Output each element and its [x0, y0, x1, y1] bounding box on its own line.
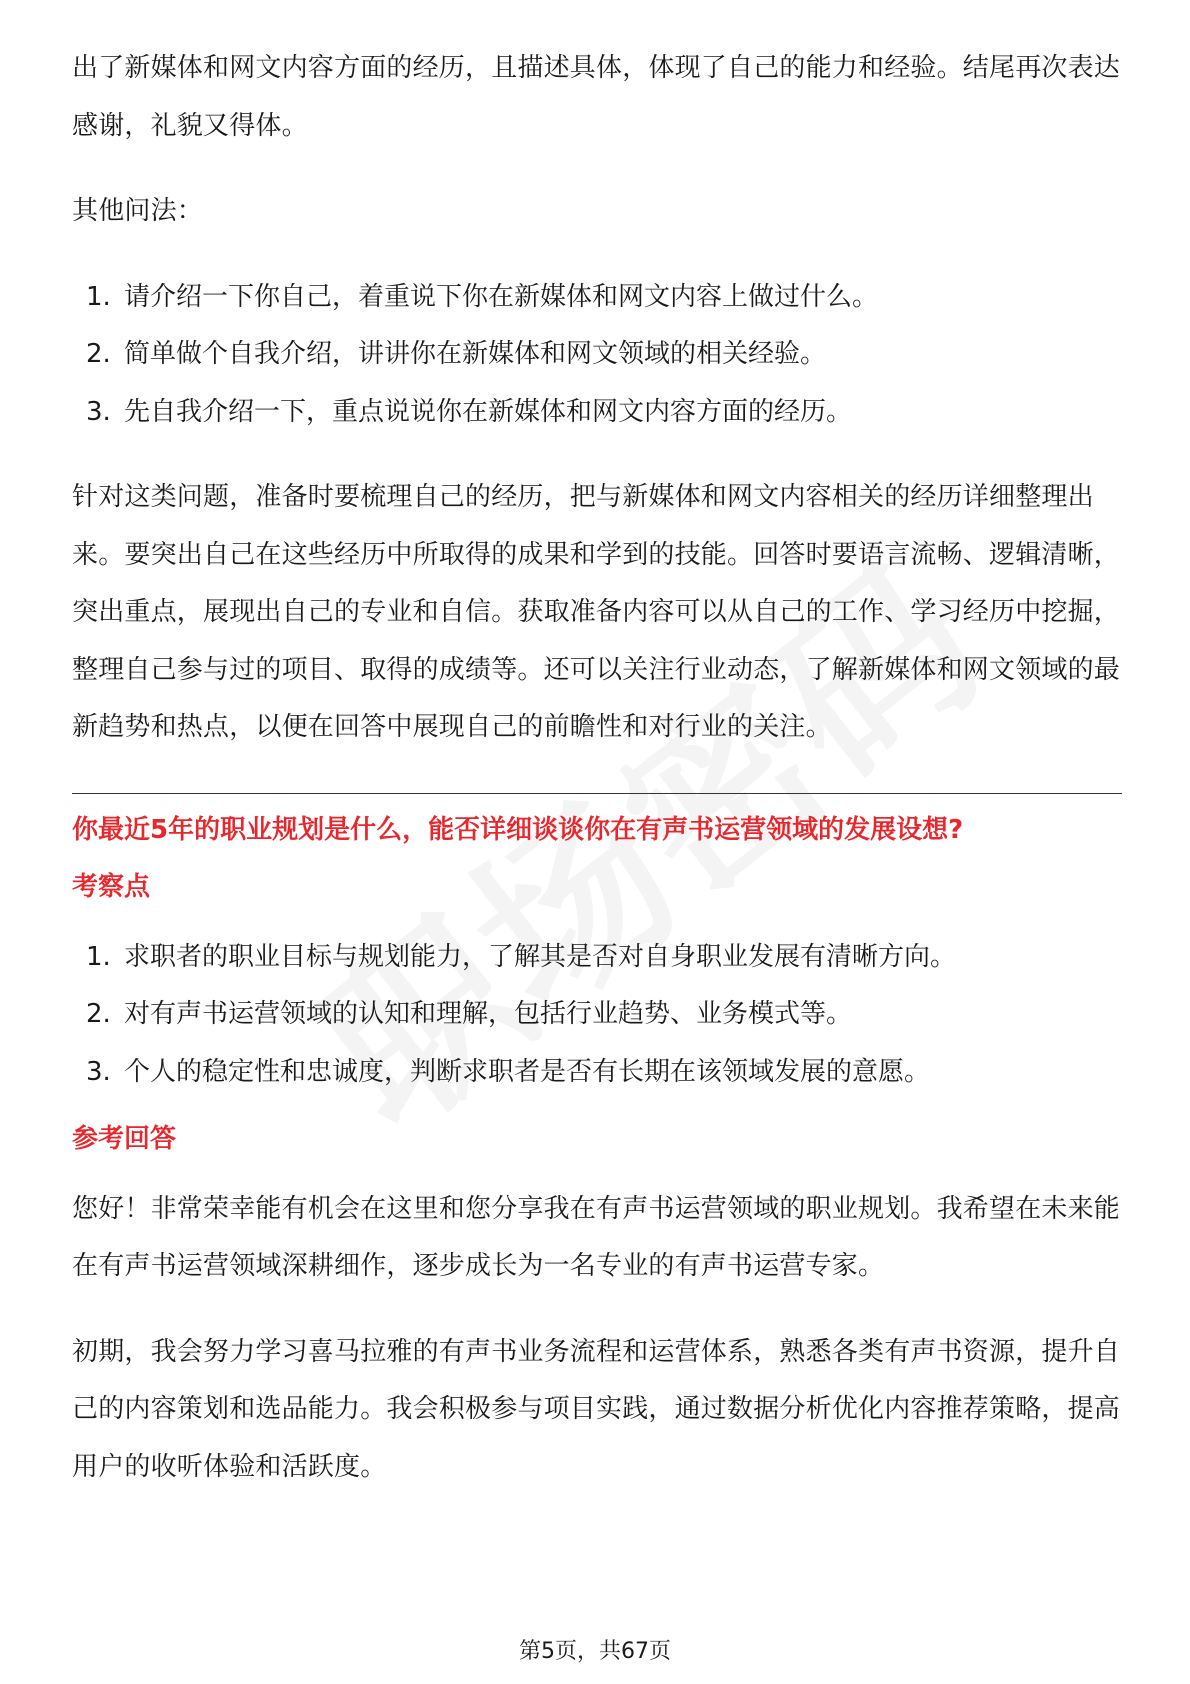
list-item: 3. 先自我介绍一下，重点说说你在新媒体和网文内容方面的经历。: [86, 396, 853, 427]
preparation-paragraph: 针对这类问题，准备时要梳理自己的经历，把与新媒体和网文内容相关的经历详细整理出来。要突出自己在这些经历中所取得的成果和学到的技能。回答时要语言流畅、逻辑清晰，突出重点，展现出自己的专业和自信。获取准备内容可以从自己的工作、学习经历中挖掘，整理自己参与过的项目、取得的成绩等。还可以关注行业动态，了解新媒体和网文领域的最新趋势和热点，以便在回答中展现自己的前瞻性和对行业的关注。: [72, 482, 1121, 742]
reference-answer-heading: 参考回答: [72, 1124, 177, 1154]
other-asks-label: 其他问法：: [72, 196, 204, 226]
answer-paragraph: 初期，我会努力学习喜马拉雅的有声书业务流程和运营体系，熟悉各类有声书资源，提升自己的内容策划和选品能力。我会积极参与项目实践，通过数据分析优化内容推荐策略，提高用户的收听体验和活跃度。: [72, 1336, 1121, 1482]
list-item: 3. 个人的稳定性和忠诚度，判断求职者是否有长期在该领域发展的意愿。: [86, 1056, 931, 1087]
list-item: 1. 请介绍一下你自己，着重说下你在新媒体和网文内容上做过什么。: [86, 281, 879, 312]
answer-paragraph: 您好！非常荣幸能有机会在这里和您分享我在有声书运营领域的职业规划。我希望在未来能在有声书运营领域深耕细作，逐步成长为一名专业的有声书运营专家。: [72, 1193, 1121, 1281]
intro-paragraph: 出了新媒体和网文内容方面的经历，且描述具体，体现了自己的能力和经验。结尾再次表达感谢，礼貌又得体。: [72, 53, 1121, 141]
page-number: 第5页，共67页: [519, 1639, 671, 1664]
focus-points-list: [72, 929, 1122, 1102]
other-asks-list: [72, 269, 1122, 442]
list-item: 2. 对有声书运营领域的认知和理解，包括行业趋势、业务模式等。: [86, 999, 853, 1029]
list-item: 2. 简单做个自我介绍，讲讲你在新媒体和网文领域的相关经验。: [86, 339, 827, 369]
focus-points-heading: 考察点: [72, 872, 151, 902]
interview-question: 你最近5年的职业规划是什么，能否详细谈谈你在有声书运营领域的发展设想?: [72, 814, 964, 845]
page-content: [72, 40, 1122, 1496]
list-item: 1. 求职者的职业目标与规划能力，了解其是否对自身职业发展有清晰方向。: [86, 941, 957, 972]
